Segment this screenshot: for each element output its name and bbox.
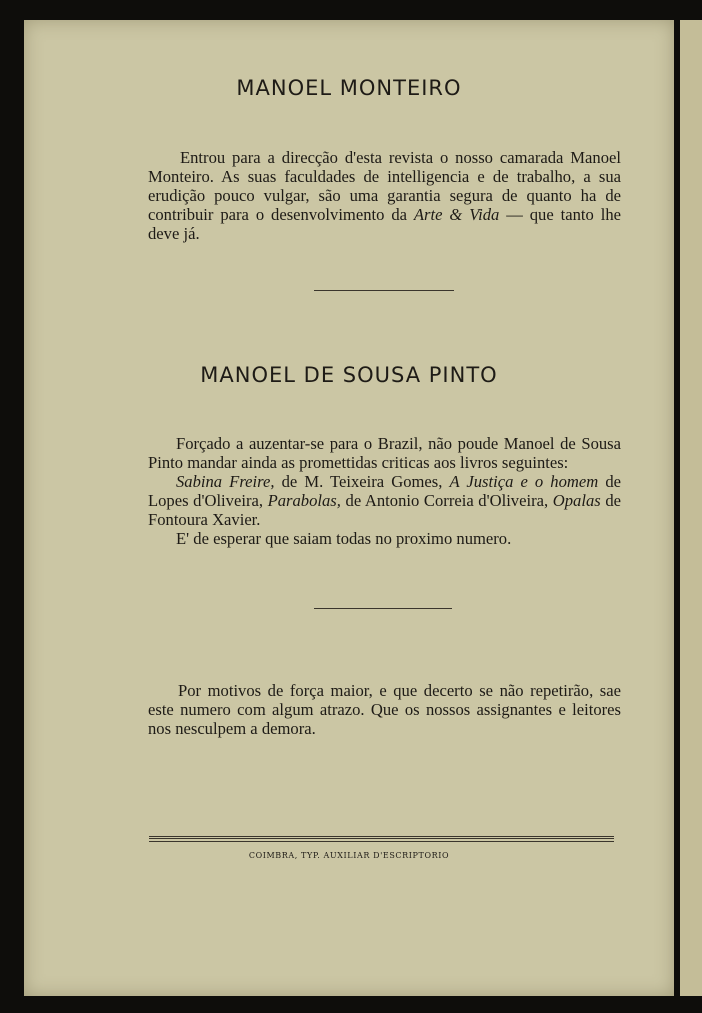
paragraph-sousa-pinto	[148, 434, 621, 548]
journal-title: Arte & Vida	[413, 205, 500, 224]
book-title-1: Sabina Freire,	[176, 472, 275, 491]
printer-imprint: COIMBRA, TYP. AUXILIAR D'ESCRIPTORIO	[248, 851, 450, 860]
book-title-2: A Justiça e o homem	[449, 472, 599, 491]
notice-text: Por motivos de força maior, e que decerto se não repetirão, sae este numero com algum atrazo. Que os nossos assignantes e leitores nos nesculpem a demora.	[148, 681, 621, 738]
book-author-1: de M. Teixeira Gomes,	[274, 472, 450, 491]
book-author-4: de Fontoura Xavier.	[148, 491, 621, 529]
facing-page-edge	[680, 20, 702, 996]
paragraph-text-end: — que tanto lhe deve já.	[148, 205, 621, 243]
paragraph-next-issue: E' de esperar que saiam todas no proximo numero.	[176, 529, 512, 548]
paragraph-notice	[148, 681, 621, 738]
book-author-2: de Lopes d'Oliveira,	[148, 472, 621, 510]
journal-page	[24, 20, 674, 996]
book-title-4: Opalas	[552, 491, 601, 510]
book-author-3: de Antonio Correia d'Oliveira,	[340, 491, 553, 510]
paragraph-intro: Forçado a auzentar-se para o Brazil, não poude Manoel de Sousa Pinto mandar ainda as promettidas criticas aos livros seguintes:	[148, 434, 621, 472]
paragraph-text-start: Entrou para a direcção d'esta revista o nosso camarada Manoel Monteiro. As suas faculdades de intelligencia e de trabalho, a sua erudição pouco vulgar, são uma garantia segura de quanto ha de contribuir para o desenvolvimento da	[148, 148, 621, 224]
heading-manoel-monteiro: MANOEL MONTEIRO	[236, 76, 462, 100]
book-title-3: Parabolas,	[267, 491, 341, 510]
heading-manoel-de-sousa-pinto: MANOEL DE SOUSA PINTO	[200, 363, 498, 387]
section-divider-1	[314, 290, 454, 291]
footer-double-rule	[149, 836, 614, 842]
paragraph-manoel-monteiro	[148, 148, 621, 243]
section-divider-2	[314, 608, 452, 609]
